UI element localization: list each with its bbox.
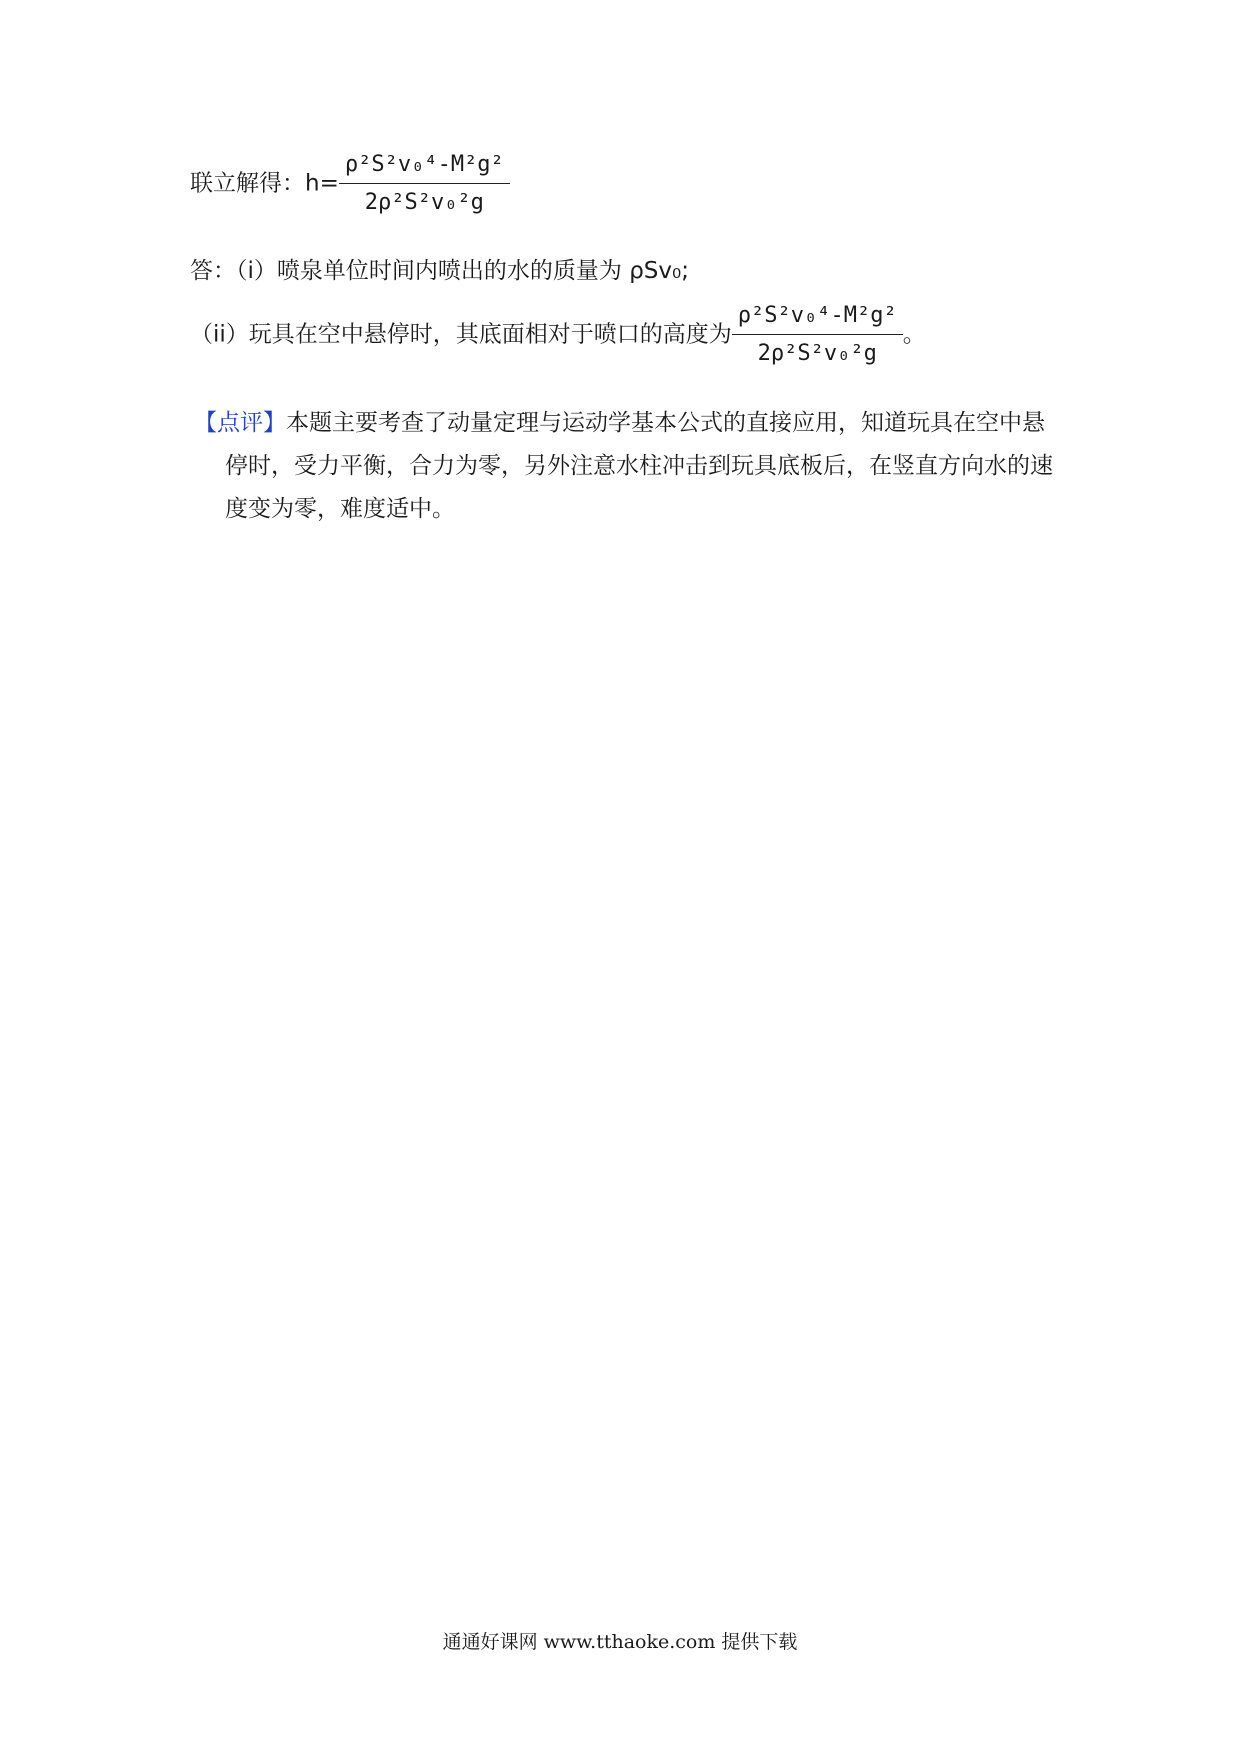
formula-numerator: ρ²S²v₀⁴-M²g²	[339, 152, 510, 184]
formula-numerator-answer: ρ²S²v₀⁴-M²g²	[732, 303, 903, 335]
height-formula	[339, 152, 510, 216]
footer-text: 通通好课网 www.tthaoke.com 提供下载	[442, 1631, 798, 1653]
answer-part-ii-suffix: 。	[902, 321, 926, 348]
answer-part-i	[190, 258, 689, 286]
solution-prefix: 联立解得：h=	[190, 170, 339, 197]
page-footer	[0, 1627, 1240, 1654]
answer-part-i-text: 答：（i）喷泉单位时间内喷出的水的质量为 ρSv₀;	[190, 258, 689, 284]
solution-line	[190, 152, 510, 216]
height-formula-answer	[732, 303, 903, 367]
answer-part-ii	[190, 303, 926, 367]
comment-tag: 【点评】	[194, 410, 286, 436]
formula-denominator-answer: 2ρ²S²v₀²g	[757, 341, 877, 367]
formula-denominator: 2ρ²S²v₀²g	[364, 190, 484, 216]
answer-part-ii-prefix: （ii）玩具在空中悬停时，其底面相对于喷口的高度为	[190, 321, 732, 348]
comment-text: 本题主要考查了动量定理与运动学基本公式的直接应用，知道玩具在空中悬停时，受力平衡，合力为零，另外注意水柱冲击到玩具底板后，在竖直方向水的速度变为零，难度适中。	[225, 410, 1053, 522]
comment-paragraph	[194, 402, 1064, 531]
